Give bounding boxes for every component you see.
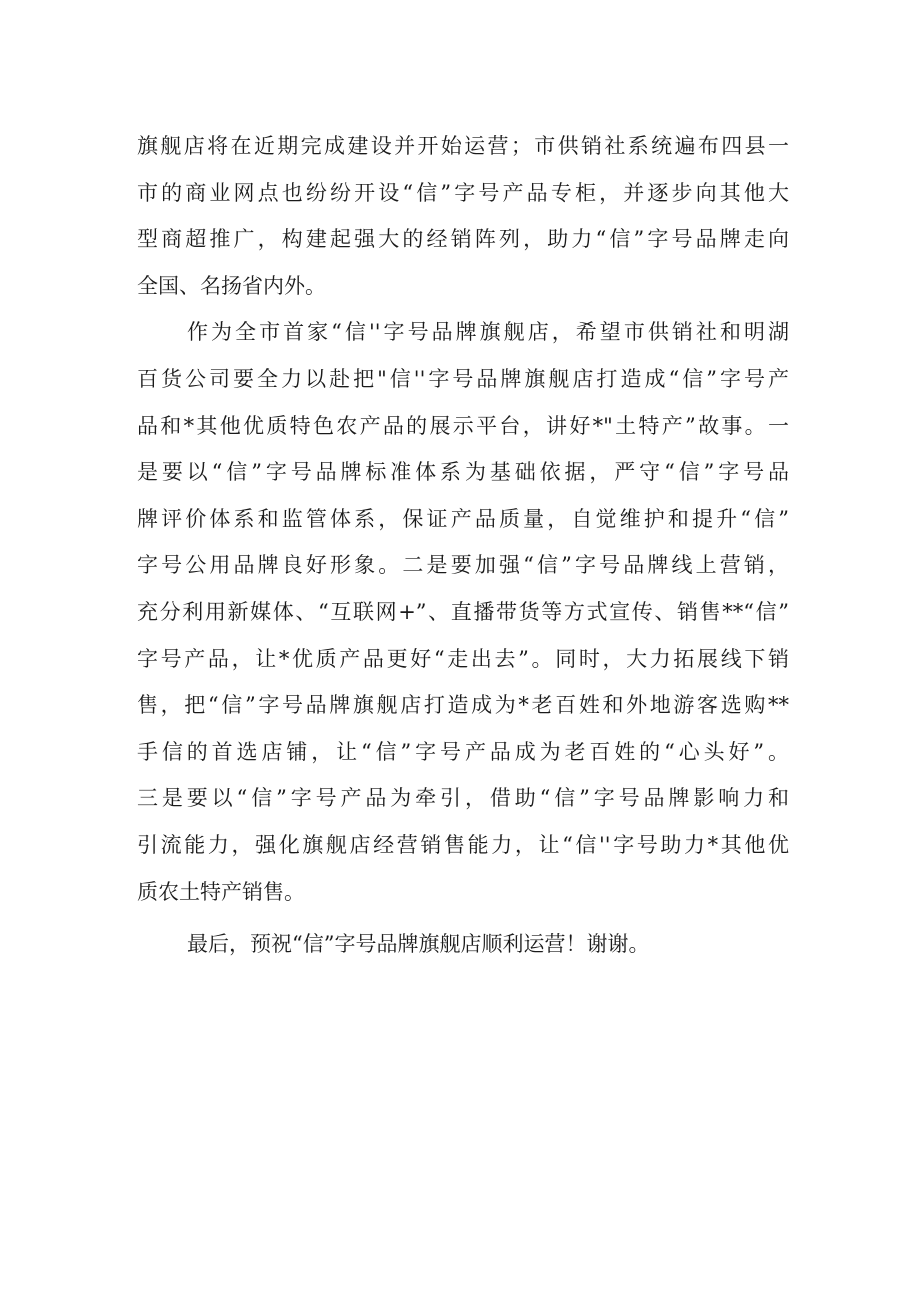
paragraph-line: 质农土特产销售。 (137, 879, 305, 904)
paragraph-line: 充分利用新媒体、“互联网+”、直播带货等方式宣传、销售**“信” (137, 599, 789, 624)
paragraph-line: 旗舰店将在近期完成建设并开始运营；市供销社系统遍布四县一 (137, 134, 789, 158)
paragraph-line: 最后，预祝“信”字号品牌旗舰店顺利运营！谢谢。 (187, 932, 650, 957)
paragraph-line: 牌评价体系和监管体系，保证产品质量，自觉维护和提升“信” (137, 506, 789, 531)
paragraph-line: 引流能力，强化旗舰店经营销售能力，让“信''字号助力*其他优 (137, 832, 789, 857)
paragraph-line: 市的商业网点也纷纷开设“信”字号产品专柜，并逐步向其他大 (137, 180, 789, 205)
paragraph-line: 售，把“信”字号品牌旗舰店打造成为*老百姓和外地游客选购** (137, 693, 789, 718)
paragraph-2 (137, 309, 789, 915)
paragraph-1 (137, 123, 789, 309)
paragraph-line: 手信的首选店铺，让“信”字号产品成为老百姓的“心头好”。 (137, 739, 789, 764)
paragraph-line: 百货公司要全力以赴把"信''字号品牌旗舰店打造成“信”字号产 (137, 366, 789, 391)
paragraph-line: 字号公用品牌良好形象。二是要加强“信”字号品牌线上营销， (137, 553, 789, 578)
paragraph-line: 型商超推广，构建起强大的经销阵列，助力“信”字号品牌走向 (137, 227, 789, 252)
paragraph-3 (137, 921, 789, 968)
paragraph-line: 品和*其他优质特色农产品的展示平台，讲好*"土特产”故事。一 (137, 413, 789, 438)
paragraph-line: 三是要以“信”字号产品为牵引，借助“信”字号品牌影响力和 (137, 786, 789, 811)
paragraph-line: 作为全市首家“信''字号品牌旗舰店，希望市供销社和明湖 (187, 320, 789, 345)
document-body (137, 123, 789, 968)
paragraph-line: 字号产品，让*优质产品更好“走出去”。同时，大力拓展线下销 (137, 646, 789, 671)
paragraph-line: 全国、名扬省内外。 (137, 273, 326, 298)
paragraph-line: 是要以“信”字号品牌标准体系为基础依据，严守“信”字号品 (137, 460, 789, 485)
